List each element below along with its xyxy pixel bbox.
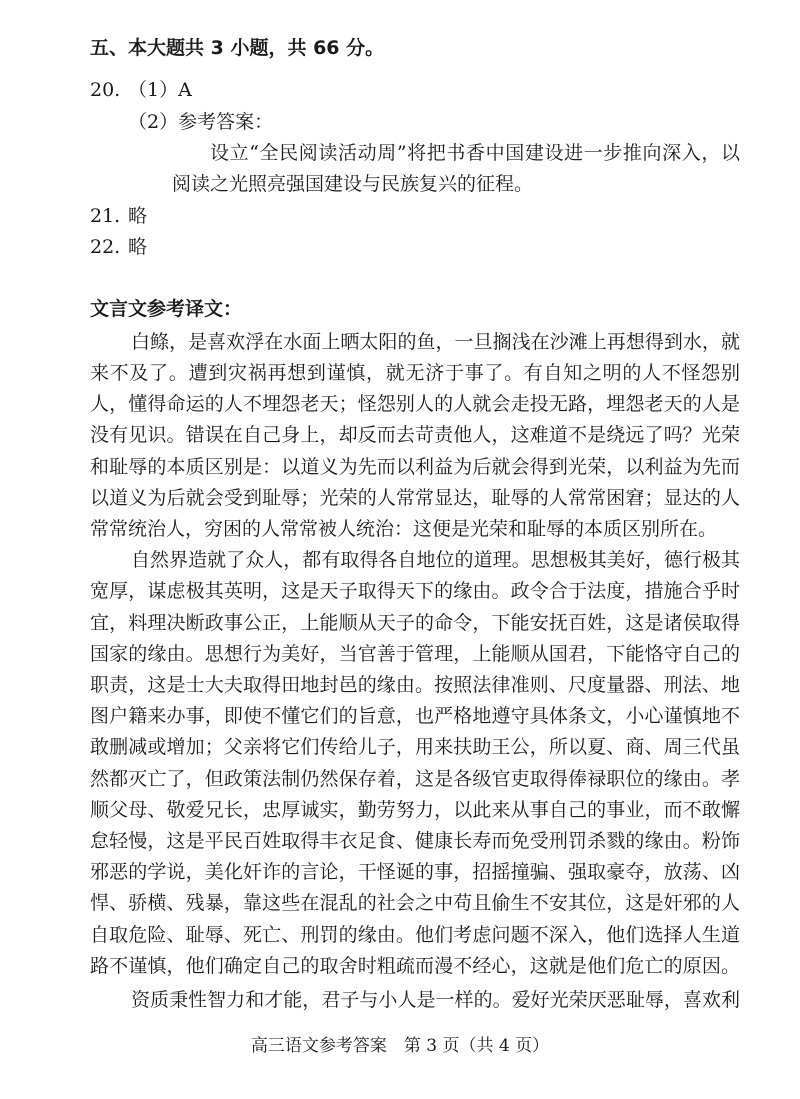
paragraph-2-line: 图户籍来办事，即使不懂它们的旨意，也严格地遵守具体条文，小心谨慎地不	[90, 705, 740, 727]
paragraph-1-line: 和耻辱的本质区别是：以道义为先而以利益为后就会得到光荣，以利益为先而	[90, 456, 740, 478]
translation-heading: 文言文参考译文：	[90, 298, 243, 320]
paragraph-2-line: 顺父母、敬爱兄长，忠厚诚实，勤劳努力，以此来从事自己的事业，而不敢懈	[90, 799, 740, 821]
paragraph-2-line: 自取危险、耻辱、死亡、刑罚的缘由。他们考虑问题不深入，他们选择人生道	[90, 924, 740, 946]
paragraph-2-line: 宽厚，谋虑极其英明，这是天子取得天下的缘由。政令合于法度，措施合乎时	[90, 580, 740, 602]
q21-number: 21.	[90, 205, 121, 227]
q20-part2-label: （2）参考答案：	[128, 111, 274, 133]
paragraph-2-line: 怠轻慢，这是平民百姓取得丰衣足食、健康长寿而免受刑罚杀戮的缘由。粉饰	[90, 830, 740, 852]
q21-answer: 略	[128, 205, 148, 227]
paragraph-1-line: 白鲦，是喜欢浮在水面上晒太阳的鱼，一旦搁浅在沙滩上再想得到水，就	[131, 331, 740, 353]
paragraph-2-line: 路不谨慎，他们确定自己的取舍时粗疏而漫不经心，这就是他们危亡的原因。	[90, 955, 740, 977]
page-footer: 高三语文参考答案 第 3 页（共 4 页）	[250, 1036, 550, 1056]
paragraph-2-line: 邪恶的学说，美化奸诈的言论，干怪诞的事，招摇撞骗、强取豪夺，放荡、凶	[90, 861, 740, 883]
paragraph-1-line: 来不及了。遭到灾祸再想到谨慎，就无济于事了。有自知之明的人不怪怨别	[90, 362, 740, 384]
paragraph-2-line: 然都灭亡了，但政策法制仍然保存着，这是各级官吏取得俸禄职位的缘由。孝	[90, 768, 740, 790]
q20-part1: （1）A	[128, 79, 192, 101]
paragraph-1-line: 常常统治人，穷困的人常常被人统治：这便是光荣和耻辱的本质区别所在。	[90, 518, 718, 540]
paragraph-2-line: 自然界造就了众人，都有取得各自地位的道理。思想极其美好，德行极其	[131, 549, 740, 571]
q22-number: 22.	[90, 236, 121, 258]
q20-answer-line-1: 设立“全民阅读活动周”将把书香中国建设进一步推向深入，以	[210, 142, 740, 164]
paragraph-1-line: 人，懂得命运的人不埋怨老天；怪怨别人的人就会走投无路，埋怨老天的人是	[90, 393, 740, 415]
section-heading: 五、本大题共 3 小题，共 66 分。	[90, 37, 385, 59]
paragraph-2-line: 宜，料理决断政事公正，上能顺从天子的命令，下能安抚百姓，这是诸侯取得	[90, 612, 740, 634]
paragraph-2-line: 职责，这是士大夫取得田地封邑的缘由。按照法律准则、尺度量器、刑法、地	[90, 674, 740, 696]
q20-answer-line-2: 阅读之光照亮强国建设与民族复兴的征程。	[172, 173, 534, 195]
q20-number: 20.	[90, 79, 121, 101]
paragraph-1-line: 没有见识。错误在自己身上，却反而去苛责他人，这难道不是绕远了吗？光荣	[90, 424, 740, 446]
paragraph-2-line: 悍、骄横、残暴，靠这些在混乱的社会之中苟且偷生不安其位，这是奸邪的人	[90, 892, 740, 914]
q22-answer: 略	[128, 236, 148, 258]
paragraph-1-line: 以道义为后就会受到耻辱；光荣的人常常显达，耻辱的人常常困窘；显达的人	[90, 487, 740, 509]
paragraph-2-line: 国家的缘由。思想行为美好，当官善于管理，上能顺从国君，下能恪守自己的	[90, 643, 740, 665]
paragraph-3-line: 资质秉性智力和才能，君子与小人是一样的。爱好光荣厌恶耻辱，喜欢利	[131, 989, 740, 1011]
paragraph-2-line: 敢删减或增加；父亲将它们传给儿子，用来扶助王公，所以夏、商、周三代虽	[90, 736, 740, 758]
